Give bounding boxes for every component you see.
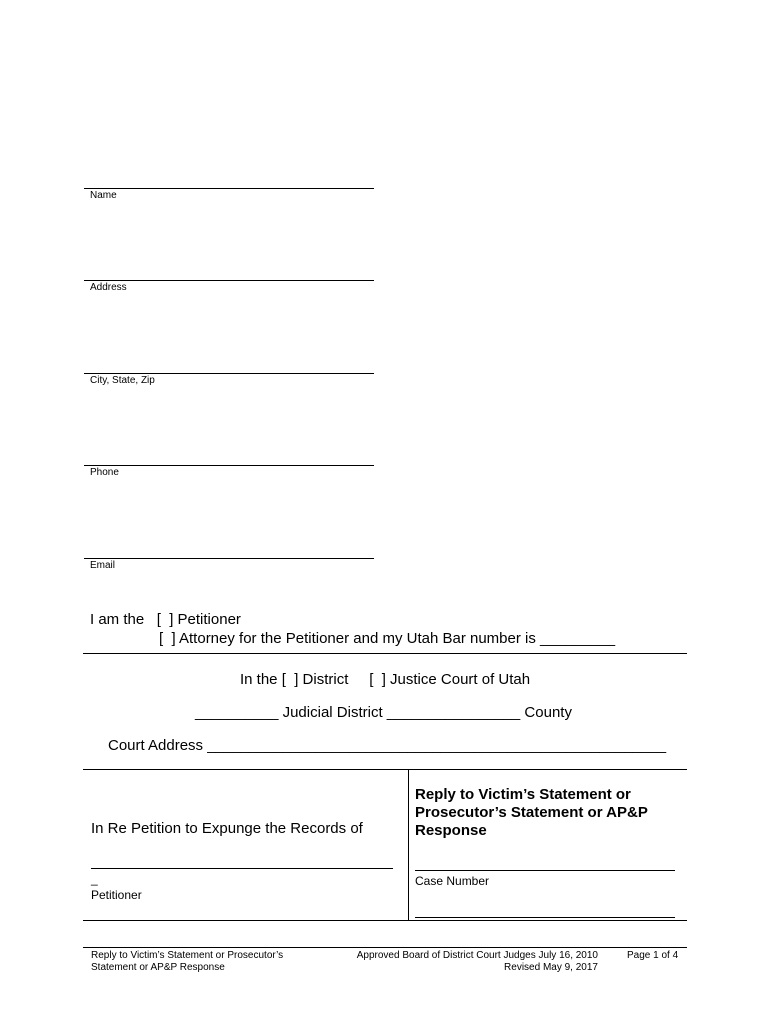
email-line — [84, 558, 374, 559]
document-title: Reply to Victim’s Statement or Prosecutor’s Statement or AP&P Response — [415, 786, 648, 839]
caption-top-border — [83, 769, 687, 770]
in-re-text: In Re Petition to Expunge the Records of — [91, 820, 363, 837]
footer-left-line1: Reply to Victim’s Statement or Prosecutor’s — [91, 950, 284, 961]
underscore-text: _ — [91, 872, 98, 886]
petitioner-name-line[interactable] — [91, 868, 393, 869]
email-label: Email — [90, 560, 116, 571]
petitioner-label: Petitioner — [91, 888, 142, 902]
court-type-line[interactable]: In the [ ] District [ ] Justice Court of Utah — [240, 671, 531, 688]
name-field[interactable] — [84, 188, 374, 201]
court-address-line[interactable]: Court Address _______________________________________________________ — [108, 737, 667, 754]
phone-label: Phone — [90, 467, 119, 478]
footer-revised: Revised May 9, 2017 — [504, 962, 598, 973]
role-petitioner-line[interactable]: I am the [ ] Petitioner — [90, 611, 241, 628]
case-number-line[interactable] — [415, 870, 675, 871]
name-line — [84, 188, 374, 189]
address-label: Address — [90, 282, 127, 293]
caption-divider — [408, 770, 409, 920]
footer-left — [91, 950, 283, 974]
footer-page-number: Page 1 of 4 — [627, 950, 679, 961]
role-attorney-line[interactable]: [ ] Attorney for the Petitioner and my Utah Bar number is _________ — [159, 630, 616, 647]
city-state-zip-line — [84, 373, 374, 374]
judge-line[interactable] — [415, 917, 675, 918]
footer-left-line2: Statement or AP&P Response — [91, 962, 225, 973]
footer-center — [340, 950, 598, 974]
caption-bottom-border — [83, 920, 687, 921]
address-line — [84, 280, 374, 281]
phone-line — [84, 465, 374, 466]
footer-approved: Approved Board of District Court Judges July 16, 2010 — [356, 950, 598, 961]
email-field[interactable] — [84, 558, 374, 571]
city-state-zip-label: City, State, Zip — [90, 375, 155, 386]
address-field[interactable] — [84, 280, 374, 293]
phone-field[interactable] — [84, 465, 374, 478]
divider-top — [83, 653, 687, 654]
city-state-zip-field[interactable] — [84, 373, 374, 386]
judicial-district-line[interactable]: __________ Judicial District ________________ County — [195, 704, 572, 721]
footer-divider — [83, 947, 687, 948]
name-label: Name — [90, 190, 117, 201]
case-number-label: Case Number — [415, 874, 490, 888]
